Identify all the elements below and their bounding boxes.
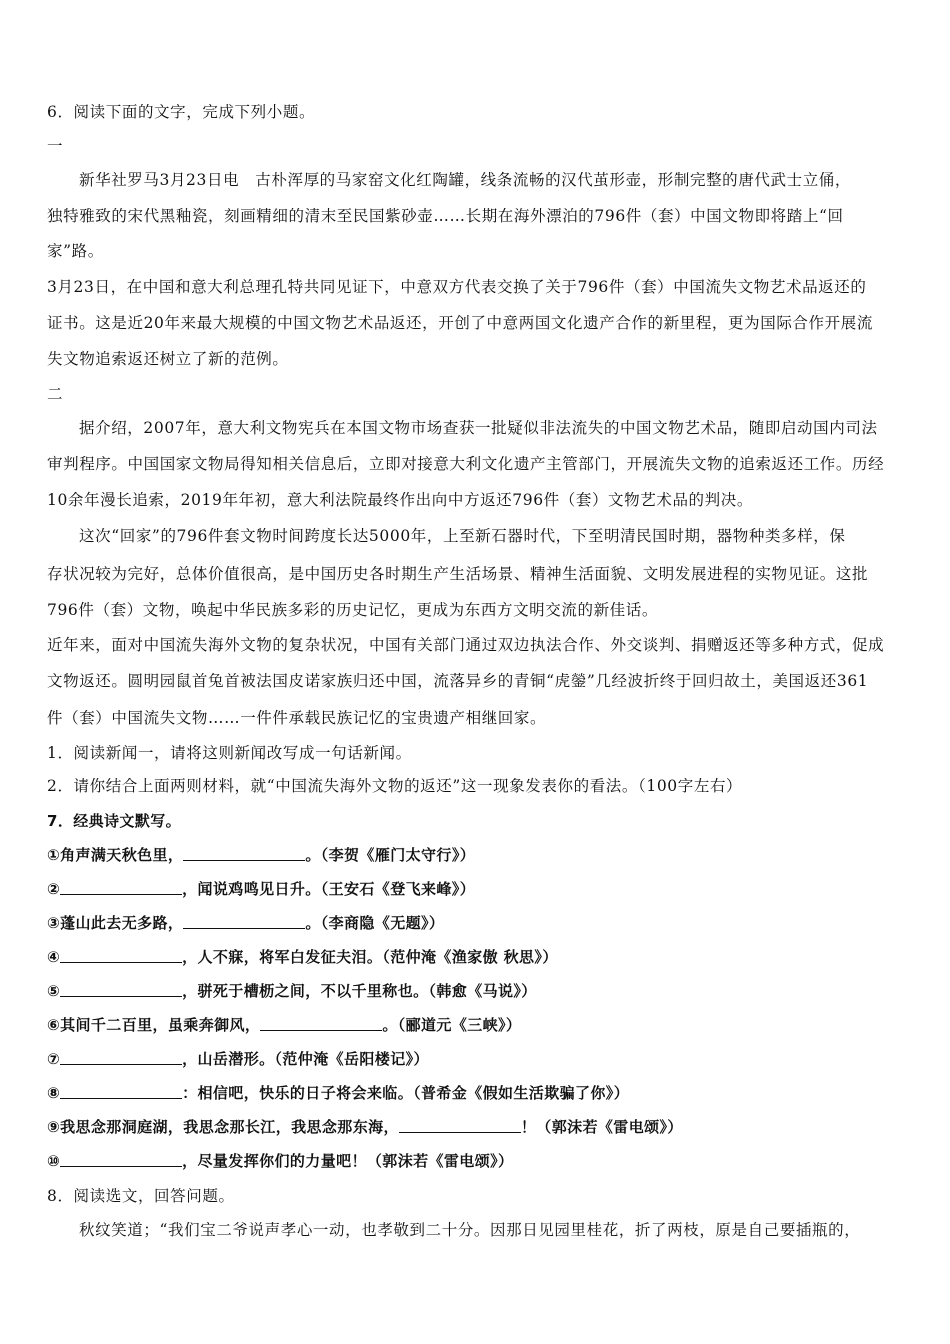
q6-title: 6．阅读下面的文字，完成下列小题。 [47, 103, 316, 121]
answer-blank[interactable] [183, 914, 305, 929]
answer-blank[interactable] [60, 1152, 182, 1167]
section-two-label: 二 [47, 385, 64, 403]
paragraph-4-line-2: 存状况较为完好，总体价值很高，是中国历史各时期生产生活场景、精神生活面貌、文明发展进程的实物见证。这批 [47, 565, 869, 583]
sub-question-2: 2．请你结合上面两则材料，就“中国流失海外文物的返还”这一现象发表你的看法。（100字左右） [47, 777, 743, 795]
paragraph-1-line-1: 新华社罗马3月23日电 古朴浑厚的马家窑文化红陶罐，线条流畅的汉代茧形壶，形制完整的唐代武士立俑， [79, 171, 851, 189]
dictation-item-10: ⑩ ，尽量发挥你们的力量吧！（郭沫若《雷电颂》） [47, 1152, 514, 1170]
paragraph-5-line-3: 件（套）中国流失文物……一件件承载民族记忆的宝贵遗产相继回家。 [47, 709, 547, 727]
answer-blank[interactable] [60, 1084, 182, 1099]
q8-passage-line-1: 秋纹笑道；“我们宝二爷说声孝心一动，也孝敬到二十分。因那日见园里桂花，折了两枝，原是自己要插瓶的， [79, 1221, 861, 1239]
q7-title: 7．经典诗文默写。 [47, 812, 182, 830]
dictation-item-7: ⑦ ，山岳潜形。（范仲淹《岳阳楼记》） [47, 1050, 429, 1068]
dictation-item-2: ② ，闻说鸡鸣见日升。（王安石《登飞来峰》） [47, 880, 476, 898]
sub-question-1: 1．阅读新闻一，请将这则新闻改写成一句话新闻。 [47, 744, 412, 762]
answer-blank[interactable] [60, 1050, 182, 1065]
answer-blank[interactable] [183, 846, 305, 861]
dictation-item-5: ⑤ ，骈死于槽枥之间，不以千里称也。（韩愈《马说》） [47, 982, 537, 1000]
dictation-item-8: ⑧ ：相信吧，快乐的日子将会来临。（普希金《假如生活欺骗了你》） [47, 1084, 630, 1102]
section-one-label: 一 [47, 137, 64, 155]
paragraph-5-line-2: 文物返还。圆明园鼠首兔首被法国皮诺家族归还中国，流落异乡的青铜“虎鎣”几经波折终于回归故土，美国返还361 [47, 672, 869, 690]
paragraph-4-line-1: 这次“回家”的796件套文物时间跨度长达5000年，上至新石器时代，下至明清民国时期，器物种类多样，保 [79, 527, 846, 545]
answer-blank[interactable] [399, 1118, 521, 1133]
dictation-item-9: ⑨我思念那洞庭湖，我思念那长江，我思念那东海， ！（郭沫若《雷电颂》） [47, 1118, 683, 1136]
dictation-item-1: ①角声满天秋色里， 。（李贺《雁门太守行》） [47, 846, 476, 864]
answer-blank[interactable] [60, 880, 182, 895]
paragraph-3-line-2: 审判程序。中国国家文物局得知相关信息后，立即对接意大利文化遗产主管部门，开展流失文物的追索返还工作。历经 [47, 455, 885, 473]
paragraph-4-line-3: 796件（套）文物，唤起中华民族多彩的历史记忆，更成为东西方文明交流的新佳话。 [47, 601, 658, 619]
paragraph-1-line-2: 独特雅致的宋代黑釉瓷，刻画精细的清末至民国紫砂壶……长期在海外漂泊的796件（套）中国文物即将踏上“回 [47, 207, 844, 225]
q8-title: 8．阅读选文，回答问题。 [47, 1187, 235, 1205]
dictation-item-3: ③蓬山此去无多路， 。（李商隐《无题》） [47, 914, 445, 932]
paragraph-2-line-3: 失文物追索返还树立了新的范例。 [47, 350, 289, 368]
answer-blank[interactable] [260, 1016, 382, 1031]
answer-blank[interactable] [60, 948, 182, 963]
paragraph-2-line-2: 证书。这是近20年来最大规模的中国文物艺术品返还，开创了中意两国文化遗产合作的新里程，更为国际合作开展流 [47, 314, 873, 332]
paragraph-3-line-1: 据介绍，2007年，意大利文物宪兵在本国文物市场查获一批疑似非法流失的中国文物艺术品，随即启动国内司法 [79, 419, 878, 437]
dictation-item-6: ⑥其间千二百里，虽乘奔御风， 。（郦道元《三峡》） [47, 1016, 522, 1034]
paragraph-3-line-3: 10余年漫长追索，2019年年初，意大利法院最终作出向中方返还796件（套）文物艺术品的判决。 [47, 491, 753, 509]
answer-blank[interactable] [60, 982, 182, 997]
paragraph-5-line-1: 近年来，面对中国流失海外文物的复杂状况，中国有关部门通过双边执法合作、外交谈判、捐赠返还等多种方式，促成 [47, 636, 885, 654]
dictation-item-4: ④ ，人不寐，将军白发征夫泪。（范仲淹《渔家傲 秋思》） [47, 948, 558, 966]
paragraph-2-line-1: 3月23日，在中国和意大利总理孔特共同见证下，中意双方代表交换了关于796件（套）中国流失文物艺术品返还的 [47, 278, 867, 296]
paragraph-1-line-3: 家”路。 [47, 242, 104, 260]
